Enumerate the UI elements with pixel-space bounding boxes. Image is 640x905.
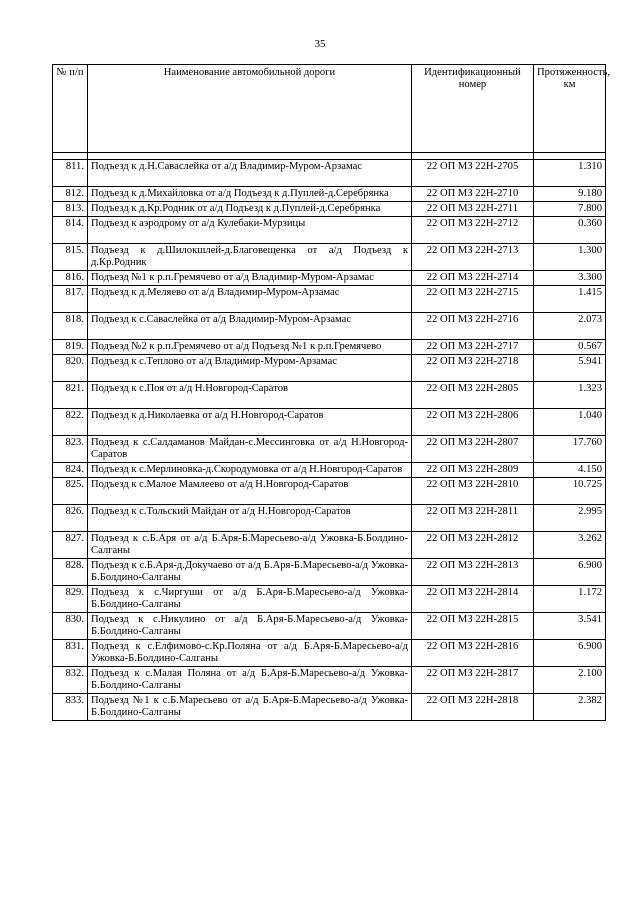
row-number: 815. <box>53 244 88 271</box>
road-length: 3.541 <box>534 613 606 640</box>
header-num: № п/п <box>53 65 88 153</box>
row-number: 819. <box>53 340 88 355</box>
table-row <box>53 505 606 532</box>
road-name: Подъезд к аэродрому от а/д Кулебаки-Мурзицы <box>88 217 412 244</box>
road-length: 1.300 <box>534 244 606 271</box>
table-row <box>53 559 606 586</box>
road-id: 22 ОП МЗ 22Н-2714 <box>412 271 534 286</box>
road-length: 5.941 <box>534 355 606 382</box>
table-row <box>53 340 606 355</box>
table-row <box>53 382 606 409</box>
table-row <box>53 271 606 286</box>
road-id: 22 ОП МЗ 22Н-2710 <box>412 187 534 202</box>
road-name: Подъезд №1 к р.п.Гремячево от а/д Владимир-Муром-Арзамас <box>88 271 412 286</box>
separator-cell <box>88 153 412 160</box>
road-length: 4.150 <box>534 463 606 478</box>
road-name: Подъезд к д.Н.Саваслейка от а/д Владимир-Муром-Арзамас <box>88 160 412 187</box>
road-id: 22 ОП МЗ 22Н-2806 <box>412 409 534 436</box>
road-id: 22 ОП МЗ 22Н-2712 <box>412 217 534 244</box>
road-name: Подъезд к с.Малая Поляна от а/д Б.Аря-Б.Маресьево-а/д Ужовка-Б.Болдино-Салганы <box>88 667 412 694</box>
road-id: 22 ОП МЗ 22Н-2813 <box>412 559 534 586</box>
road-name: Подъезд к с.Б.Аря от а/д Б.Аря-Б.Маресьево-а/д Ужовка-Б.Болдино-Салганы <box>88 532 412 559</box>
table-row <box>53 187 606 202</box>
table-row <box>53 355 606 382</box>
road-length: 1.415 <box>534 286 606 313</box>
road-id: 22 ОП МЗ 22Н-2816 <box>412 640 534 667</box>
row-number: 812. <box>53 187 88 202</box>
road-name: Подъезд №2 к р.п.Гремячево от а/д Подъезд №1 к р.п.Гремячево <box>88 340 412 355</box>
road-length: 10.725 <box>534 478 606 505</box>
road-length: 0.360 <box>534 217 606 244</box>
road-length: 1.323 <box>534 382 606 409</box>
road-name: Подъезд к с.Елфимово-с.Кр.Поляна от а/д Б.Аря-Б.Маресьево-а/д Ужовка-Б.Болдино-Салганы <box>88 640 412 667</box>
row-number: 818. <box>53 313 88 340</box>
road-name: Подъезд к д.Шилокшлей-д.Благовещенка от а/д Подъезд к д.Кр.Родник <box>88 244 412 271</box>
row-number: 825. <box>53 478 88 505</box>
table-row <box>53 160 606 187</box>
row-number: 813. <box>53 202 88 217</box>
row-number: 817. <box>53 286 88 313</box>
road-id: 22 ОП МЗ 22Н-2817 <box>412 667 534 694</box>
road-id: 22 ОП МЗ 22Н-2715 <box>412 286 534 313</box>
road-id: 22 ОП МЗ 22Н-2713 <box>412 244 534 271</box>
table-row <box>53 217 606 244</box>
road-id: 22 ОП МЗ 22Н-2805 <box>412 382 534 409</box>
table-row <box>53 640 606 667</box>
row-number: 829. <box>53 586 88 613</box>
road-id: 22 ОП МЗ 22Н-2711 <box>412 202 534 217</box>
road-name: Подъезд к д.Михайловка от а/д Подъезд к д.Пуплей-д.Серебрянка <box>88 187 412 202</box>
road-name: Подъезд к с.Чиргуши от а/д Б.Аря-Б.Маресьево-а/д Ужовка-Б.Болдино-Салганы <box>88 586 412 613</box>
road-id: 22 ОП МЗ 22Н-2810 <box>412 478 534 505</box>
row-number: 821. <box>53 382 88 409</box>
table-row <box>53 694 606 721</box>
separator-cell <box>534 153 606 160</box>
road-length: 9.180 <box>534 187 606 202</box>
table-row <box>53 244 606 271</box>
row-number: 833. <box>53 694 88 721</box>
row-number: 814. <box>53 217 88 244</box>
row-number: 828. <box>53 559 88 586</box>
row-number: 816. <box>53 271 88 286</box>
row-number: 832. <box>53 667 88 694</box>
road-name: Подъезд к с.Теплово от а/д Владимир-Муром-Арзамас <box>88 355 412 382</box>
road-id: 22 ОП МЗ 22Н-2718 <box>412 355 534 382</box>
table-row <box>53 313 606 340</box>
road-length: 1.172 <box>534 586 606 613</box>
road-name: Подъезд к д.Меляево от а/д Владимир-Муром-Арзамас <box>88 286 412 313</box>
table-row <box>53 532 606 559</box>
row-number: 822. <box>53 409 88 436</box>
road-length: 2.100 <box>534 667 606 694</box>
separator-cell <box>53 153 88 160</box>
roads-table <box>52 64 611 721</box>
row-number: 811. <box>53 160 88 187</box>
table-body <box>53 153 606 721</box>
row-number: 827. <box>53 532 88 559</box>
table-row <box>53 667 606 694</box>
row-number: 826. <box>53 505 88 532</box>
road-id: 22 ОП МЗ 22Н-2818 <box>412 694 534 721</box>
road-id: 22 ОП МЗ 22Н-2812 <box>412 532 534 559</box>
table-row <box>53 409 606 436</box>
road-length: 17.760 <box>534 436 606 463</box>
row-number: 824. <box>53 463 88 478</box>
road-length: 2.073 <box>534 313 606 340</box>
header-id: Идентификационный номер <box>412 65 534 153</box>
road-length: 6.900 <box>534 559 606 586</box>
row-number: 831. <box>53 640 88 667</box>
table-row <box>53 613 606 640</box>
road-length: 1.040 <box>534 409 606 436</box>
road-name: Подъезд к с.Мерлиновка-д.Скородумовка от а/д Н.Новгород-Саратов <box>88 463 412 478</box>
road-length: 1.310 <box>534 160 606 187</box>
table-row <box>53 586 606 613</box>
road-name: Подъезд к с.Поя от а/д Н.Новгород-Саратов <box>88 382 412 409</box>
road-name: Подъезд №1 к с.Б.Маресьево от а/д Б.Аря-Б.Маресьево-а/д Ужовка-Б.Болдино-Салганы <box>88 694 412 721</box>
page-number: 35 <box>314 38 326 50</box>
road-id: 22 ОП МЗ 22Н-2815 <box>412 613 534 640</box>
table-row <box>53 478 606 505</box>
row-number: 830. <box>53 613 88 640</box>
row-separator <box>53 153 606 160</box>
header-name: Наименование автомобильной дороги <box>88 65 412 153</box>
road-name: Подъезд к с.Никулино от а/д Б.Аря-Б.Маресьево-а/д Ужовка-Б.Болдино-Салганы <box>88 613 412 640</box>
road-name: Подъезд к с.Салдаманов Майдан-с.Мессинговка от а/д Н.Новгород-Саратов <box>88 436 412 463</box>
road-length: 2.382 <box>534 694 606 721</box>
table-row <box>53 436 606 463</box>
road-length: 0.567 <box>534 340 606 355</box>
header-length: Протяженность, км <box>534 65 606 153</box>
road-id: 22 ОП МЗ 22Н-2809 <box>412 463 534 478</box>
road-name: Подъезд к с.Тольский Майдан от а/д Н.Новгород-Саратов <box>88 505 412 532</box>
road-id: 22 ОП МЗ 22Н-2717 <box>412 340 534 355</box>
road-id: 22 ОП МЗ 22Н-2705 <box>412 160 534 187</box>
table-row <box>53 202 606 217</box>
road-name: Подъезд к с.Малое Мамлеево от а/д Н.Новгород-Саратов <box>88 478 412 505</box>
row-number: 823. <box>53 436 88 463</box>
road-length: 7.800 <box>534 202 606 217</box>
row-number: 820. <box>53 355 88 382</box>
separator-cell <box>412 153 534 160</box>
road-id: 22 ОП МЗ 22Н-2807 <box>412 436 534 463</box>
road-name: Подъезд к с.Б.Аря-д.Докучаево от а/д Б.Аря-Б.Маресьево-а/д Ужовка-Б.Болдино-Салганы <box>88 559 412 586</box>
road-length: 2.995 <box>534 505 606 532</box>
road-id: 22 ОП МЗ 22Н-2811 <box>412 505 534 532</box>
table-header-row <box>53 65 606 153</box>
road-name: Подъезд к д.Кр.Родник от а/д Подъезд к д.Пуплей-д.Серебрянка <box>88 202 412 217</box>
table-row <box>53 286 606 313</box>
road-id: 22 ОП МЗ 22Н-2716 <box>412 313 534 340</box>
road-length: 6.900 <box>534 640 606 667</box>
road-length: 3.300 <box>534 271 606 286</box>
table-row <box>53 463 606 478</box>
road-length: 3.262 <box>534 532 606 559</box>
road-name: Подъезд к с.Саваслейка от а/д Владимир-Муром-Арзамас <box>88 313 412 340</box>
road-name: Подъезд к д.Николаевка от а/д Н.Новгород-Саратов <box>88 409 412 436</box>
road-id: 22 ОП МЗ 22Н-2814 <box>412 586 534 613</box>
